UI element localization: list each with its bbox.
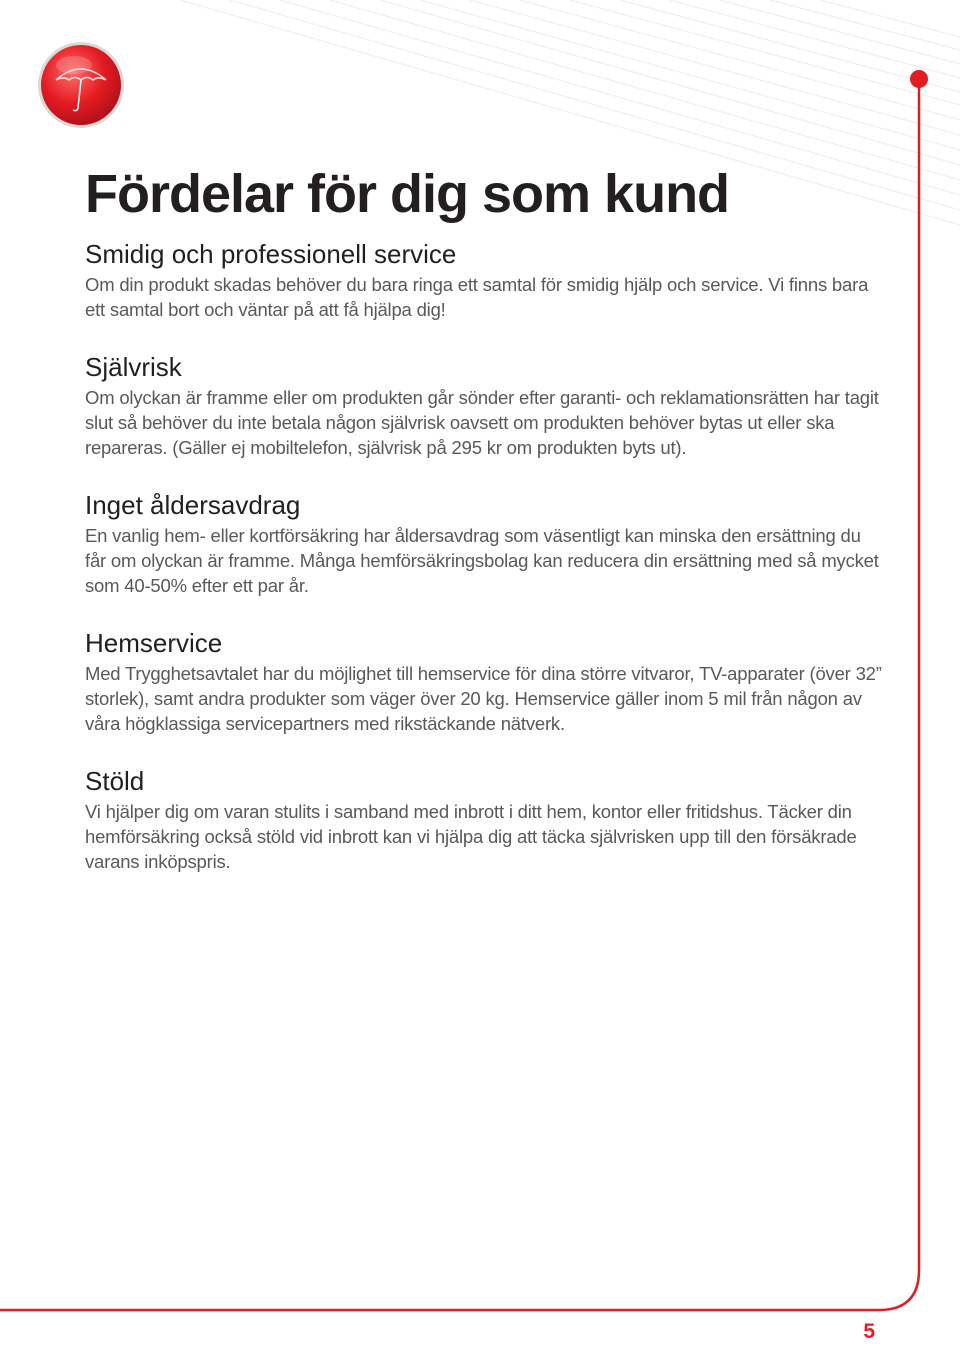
section-heading: Stöld (85, 766, 145, 796)
section-body: Med Trygghetsavtalet har du möjlighet till hemservice för dina större vitvaror, TV-apparater (över 32” storlek), samt andra produkter som väger över 20 kg. Hemservice gäller inom 5 mil från någon av våra högklassiga servicepartners med rikstäckande nätverk. (85, 663, 882, 734)
section-hemservice (85, 625, 885, 736)
umbrella-logo-icon (36, 40, 126, 130)
page-number: 5 (863, 1320, 875, 1343)
section-heading: Hemservice (85, 628, 223, 658)
main-content (85, 160, 885, 901)
section-stold (85, 763, 885, 874)
section-aldersavdrag (85, 487, 885, 598)
section-body: Om olyckan är framme eller om produkten går sönder efter garanti- och reklamationsrätten har tagit slut så behöver du inte betala någon självrisk oavsett om produkten behöver bytas ut eller ska repareras. (Gäller ej mobiltelefon, självrisk på 295 kr om produkten byts ut). (85, 387, 879, 458)
section-body: Vi hjälper dig om varan stulits i samband med inbrott i ditt hem, kontor eller fritidshus. Täcker din hemförsäkring också stöld vid inbrott kan vi hjälpa dig att täcka självrisken upp till den försäkrade varans inköpspris. (85, 801, 857, 872)
section-heading: Smidig och professionell service (85, 239, 457, 269)
section-heading: Självrisk (85, 352, 182, 382)
section-body: Om din produkt skadas behöver du bara ringa ett samtal för smidig hjälp och service. Vi finns bara ett samtal bort och väntar på att få hjälpa dig! (85, 274, 869, 320)
section-heading: Inget åldersavdrag (85, 490, 301, 520)
section-body: En vanlig hem- eller kortförsäkring har åldersavdrag som väsentligt kan minska den ersättning du får om olyckan är framme. Många hemförsäkringsbolag kan reducera din ersättning med så mycket som 40-50% efter ett par år. (85, 525, 879, 596)
page-title: Fördelar för dig som kund (85, 164, 730, 224)
frame-dot (910, 70, 928, 88)
section-service (85, 236, 885, 322)
section-sjalvrisk (85, 349, 885, 460)
